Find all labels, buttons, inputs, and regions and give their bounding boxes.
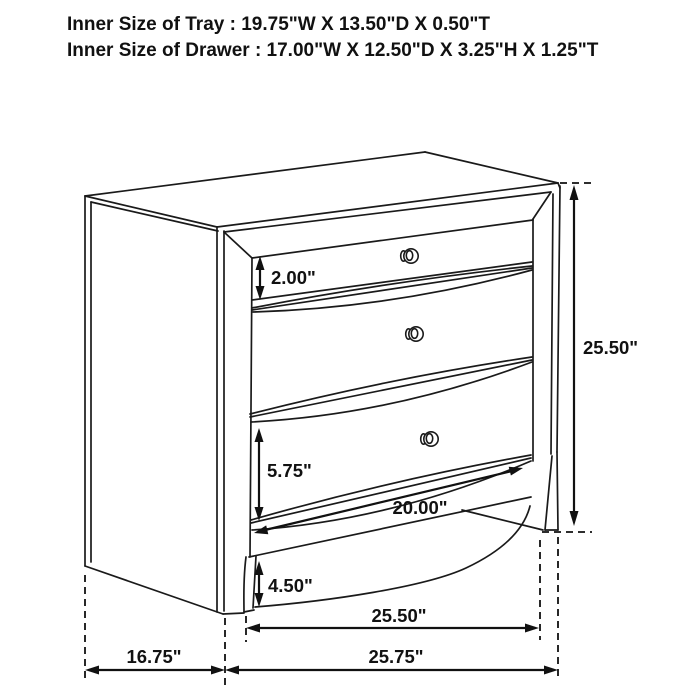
curved-trim-2: [250, 360, 532, 422]
middle-drawer: [250, 357, 532, 414]
top-front-edge: [217, 183, 558, 227]
left-miter-edge: [224, 232, 252, 258]
left-foot-right-edge: [253, 556, 256, 608]
arrow-right-icon: [211, 666, 225, 675]
case-bottom-edge: [223, 613, 244, 614]
dimension-apron-height: [255, 561, 313, 607]
dimension-front-width: [246, 605, 539, 633]
drawer-size-text: Inner Size of Drawer : 17.00"W X 12.50"D X 3.25"H X 1.25"T: [67, 40, 599, 61]
top-slab-lower-edge: [224, 192, 551, 232]
nightstand-line-drawing: [85, 152, 560, 614]
tray-knob-icon: [401, 249, 418, 263]
arrow-down-icon: [570, 511, 579, 526]
arrow-right-icon: [525, 624, 539, 633]
right-foot-outer-edge: [557, 452, 558, 530]
dimension-overall-width: [225, 646, 558, 675]
right-miter-edge: [533, 192, 551, 219]
arrow-up-icon: [255, 428, 264, 442]
top-right-edge: [425, 152, 558, 183]
top-surface: [85, 152, 560, 232]
right-foot-left-edge: [545, 456, 552, 530]
extension-lines: [85, 183, 592, 687]
front-left-stile-edge: [250, 258, 252, 557]
tray-height-label: 2.00": [271, 267, 316, 288]
case-front-top-edge: [252, 220, 533, 258]
right-corner-edge-inner: [551, 194, 553, 454]
bottom-drawer-knob-icon: [421, 432, 438, 446]
header: [67, 14, 599, 61]
dimension-annotations: [85, 185, 638, 675]
overall-height-label: 25.50": [583, 337, 639, 358]
arrow-right-icon: [544, 666, 558, 675]
side-top-edge-outer: [85, 196, 217, 227]
arrow-up-icon: [570, 185, 579, 200]
front-width-label: 25.50": [371, 605, 427, 626]
left-foot-left-edge: [244, 557, 246, 612]
arrow-down-icon: [255, 593, 264, 607]
right-foot-bracket-edge: [462, 510, 543, 530]
arrow-left-icon: [246, 624, 260, 633]
right-corner-edge-outer: [557, 186, 560, 452]
arrow-left-icon: [225, 666, 239, 675]
middle-drawer-bottom-edge: [250, 357, 532, 414]
trim2-lower-curve: [251, 362, 532, 422]
dimension-overall-height: [570, 185, 639, 526]
side-depth-label: 16.75": [126, 646, 182, 667]
side-top-edge-inner: [91, 202, 218, 231]
apron-height-label: 4.50": [268, 575, 313, 596]
bottom-drawer-height-label: 5.75": [267, 460, 312, 481]
arrow-left-icon: [85, 666, 99, 675]
drawer-width-label: 20.00": [392, 497, 448, 518]
tray-size-text: Inner Size of Tray : 19.75"W X 13.50"D X 0.50"T: [67, 14, 491, 35]
arrow-up-right-icon: [509, 467, 523, 476]
left-foot-bottom-edge: [244, 610, 254, 612]
dimension-side-depth: [85, 646, 225, 675]
overall-width-label: 25.75": [368, 646, 424, 667]
dimension-bottom-drawer-height: [255, 428, 312, 521]
top-back-edge: [85, 152, 425, 196]
middle-drawer-knob-icon: [406, 327, 423, 341]
side-bottom-edge: [85, 566, 223, 614]
trim2-chord: [250, 360, 532, 417]
left-side-panel: [85, 196, 244, 614]
